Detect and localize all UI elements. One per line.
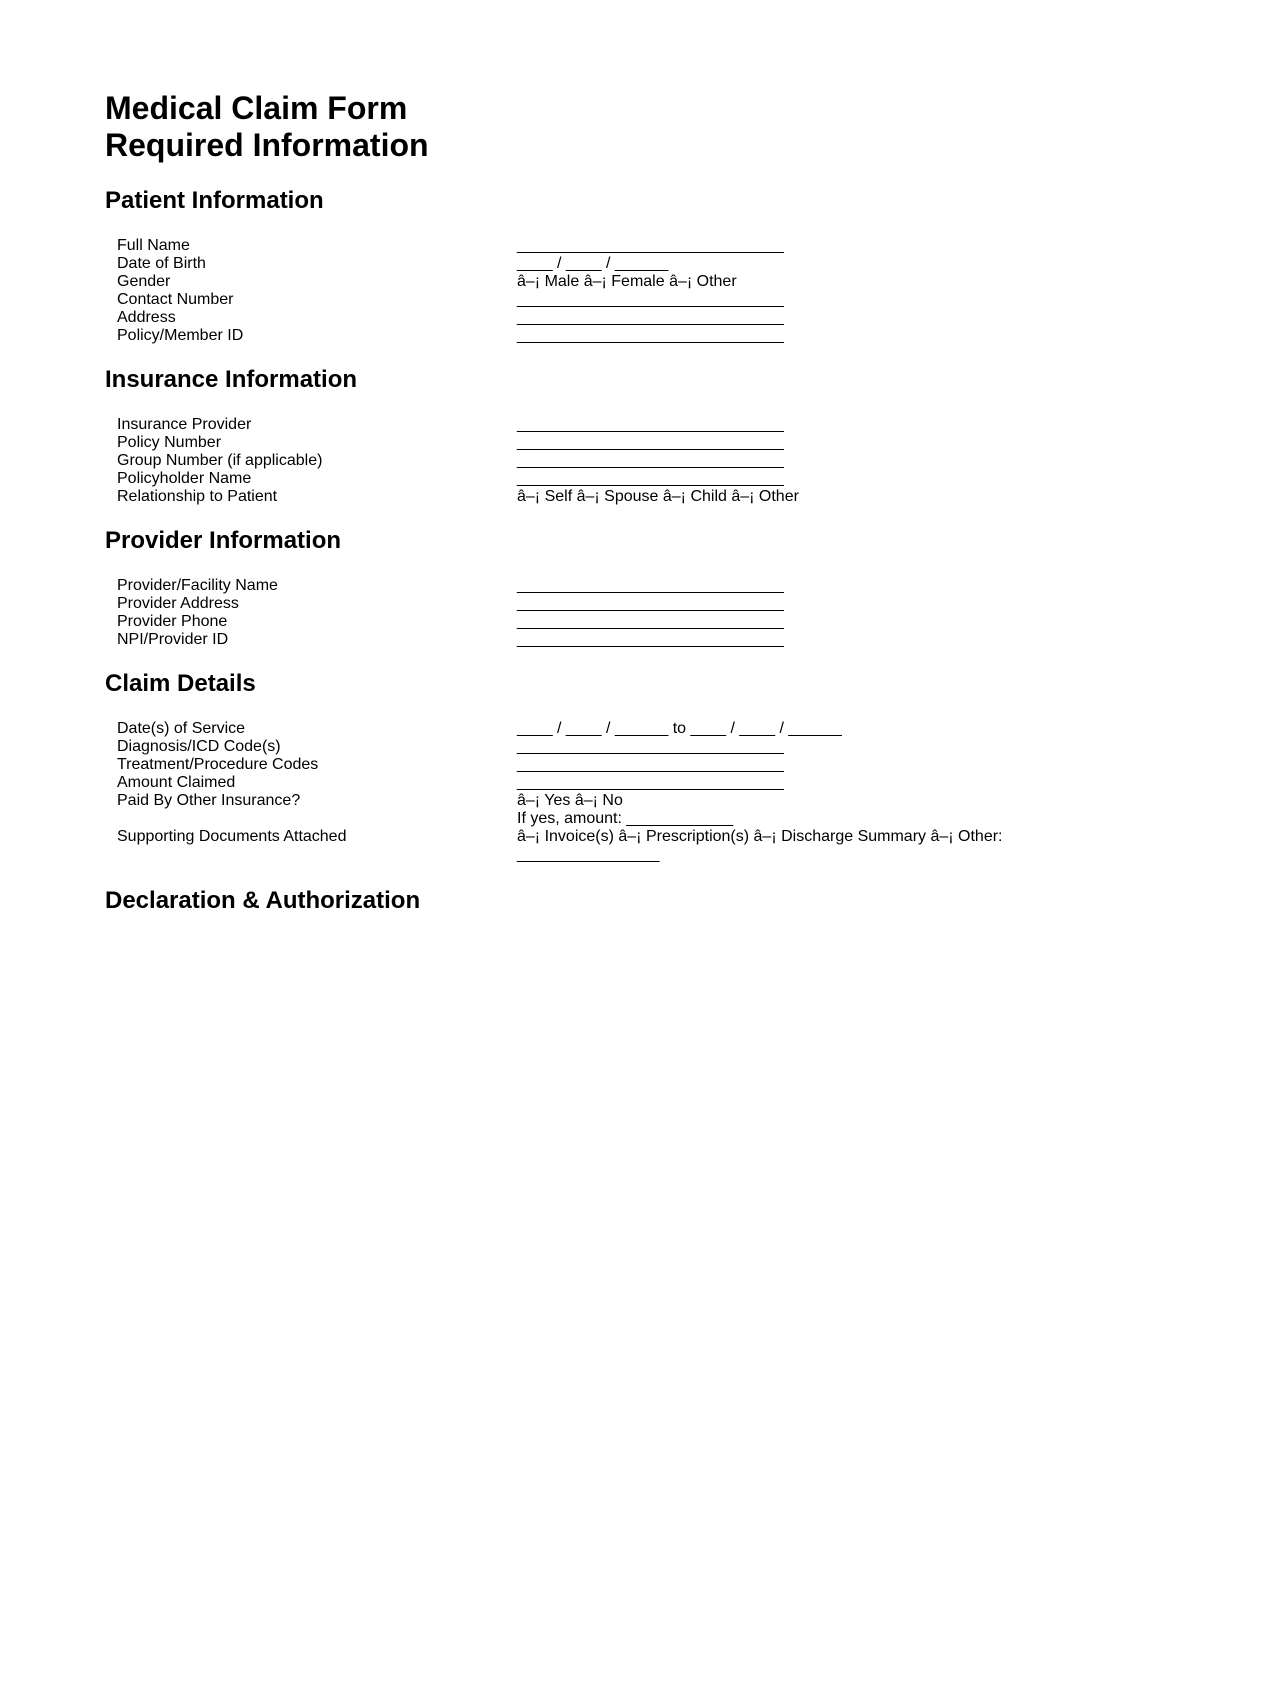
- dob-label: Date of Birth: [117, 255, 206, 272]
- field-row: [117, 828, 1117, 864]
- other-insurance-options[interactable]: [517, 792, 1117, 828]
- provider-fields: [117, 577, 1117, 649]
- diagnosis-label: Diagnosis/ICD Code(s): [117, 738, 281, 755]
- field-row: [117, 488, 1117, 506]
- provider-address-label: Provider Address: [117, 595, 239, 612]
- other-insurance-amount[interactable]: If yes, amount: ____________: [517, 810, 734, 827]
- provider-heading: Provider Information: [105, 527, 342, 554]
- provider-name-label: Provider/Facility Name: [117, 577, 278, 594]
- full-name-label: Full Name: [117, 237, 190, 254]
- policy-member-id-field[interactable]: ______________________________: [517, 327, 784, 344]
- contact-number-label: Contact Number: [117, 291, 234, 308]
- diagnosis-field[interactable]: ______________________________: [517, 738, 784, 755]
- relationship-label: Relationship to Patient: [117, 488, 278, 505]
- document-title: [105, 90, 1165, 164]
- field-row: [117, 291, 1117, 309]
- procedure-codes-field[interactable]: ______________________________: [517, 756, 784, 773]
- address-field[interactable]: ______________________________: [517, 309, 784, 326]
- supporting-documents-choices[interactable]: â–¡ Invoice(s) â–¡ Prescription(s) â–¡ Discharge Summary â–¡ Other:: [517, 828, 1003, 845]
- field-row: [117, 577, 1117, 595]
- supporting-documents-options[interactable]: [517, 828, 1117, 864]
- claim-fields: [117, 720, 1117, 864]
- field-row: [117, 595, 1117, 613]
- insurance-provider-field[interactable]: ______________________________: [517, 416, 784, 433]
- provider-address-field[interactable]: ______________________________: [517, 595, 784, 612]
- claim-section: [105, 670, 1165, 864]
- field-row: [117, 452, 1117, 470]
- title-line-2: Required Information: [105, 127, 429, 163]
- full-name-field[interactable]: ______________________________: [517, 237, 784, 254]
- field-row: [117, 756, 1117, 774]
- field-row: [117, 255, 1117, 273]
- field-row: [117, 237, 1117, 255]
- dob-field[interactable]: ____ / ____ / ______: [517, 255, 669, 272]
- amount-claimed-field[interactable]: ______________________________: [517, 774, 784, 791]
- gender-options[interactable]: â–¡ Male â–¡ Female â–¡ Other: [517, 273, 737, 290]
- insurance-section: [105, 366, 1165, 506]
- field-row: [117, 470, 1117, 488]
- provider-phone-field[interactable]: ______________________________: [517, 613, 784, 630]
- relationship-options[interactable]: â–¡ Self â–¡ Spouse â–¡ Child â–¡ Other: [517, 488, 799, 505]
- other-insurance-choices[interactable]: â–¡ Yes â–¡ No: [517, 792, 623, 809]
- policyholder-name-field[interactable]: ______________________________: [517, 470, 784, 487]
- insurance-fields: [117, 416, 1117, 506]
- field-row: [117, 792, 1117, 828]
- npi-field[interactable]: ______________________________: [517, 631, 784, 648]
- form-page: [105, 90, 1165, 915]
- insurance-heading: Insurance Information: [105, 366, 358, 393]
- policyholder-name-label: Policyholder Name: [117, 470, 252, 487]
- declaration-section: [105, 887, 1165, 915]
- field-row: [117, 631, 1117, 649]
- amount-claimed-label: Amount Claimed: [117, 774, 236, 791]
- supporting-documents-label: Supporting Documents Attached: [117, 828, 347, 845]
- policy-number-label: Policy Number: [117, 434, 222, 451]
- other-insurance-label: Paid By Other Insurance?: [117, 792, 301, 809]
- provider-section: [105, 527, 1165, 649]
- provider-name-field[interactable]: ______________________________: [517, 577, 784, 594]
- title-line-1: Medical Claim Form: [105, 90, 408, 126]
- insurance-provider-label: Insurance Provider: [117, 416, 252, 433]
- field-row: [117, 720, 1117, 738]
- policy-member-id-label: Policy/Member ID: [117, 327, 244, 344]
- provider-phone-label: Provider Phone: [117, 613, 228, 630]
- field-row: [117, 613, 1117, 631]
- procedure-codes-label: Treatment/Procedure Codes: [117, 756, 319, 773]
- field-row: [117, 327, 1117, 345]
- dates-of-service-field[interactable]: ____ / ____ / ______ to ____ / ____ / ______: [517, 720, 842, 737]
- dates-of-service-label: Date(s) of Service: [117, 720, 246, 737]
- gender-label: Gender: [117, 273, 171, 290]
- claim-heading: Claim Details: [105, 670, 256, 697]
- patient-heading: Patient Information: [105, 187, 324, 214]
- field-row: [117, 738, 1117, 756]
- field-row: [117, 434, 1117, 452]
- field-row: [117, 273, 1117, 291]
- contact-number-field[interactable]: ______________________________: [517, 291, 784, 308]
- npi-label: NPI/Provider ID: [117, 631, 229, 648]
- address-label: Address: [117, 309, 176, 326]
- group-number-field[interactable]: ______________________________: [517, 452, 784, 469]
- field-row: [117, 416, 1117, 434]
- supporting-documents-other-field[interactable]: ________________: [517, 846, 660, 863]
- declaration-heading: Declaration & Authorization: [105, 887, 421, 914]
- patient-fields: [117, 237, 1117, 345]
- policy-number-field[interactable]: ______________________________: [517, 434, 784, 451]
- field-row: [117, 774, 1117, 792]
- group-number-label: Group Number (if applicable): [117, 452, 323, 469]
- patient-section: [105, 187, 1165, 345]
- field-row: [117, 309, 1117, 327]
